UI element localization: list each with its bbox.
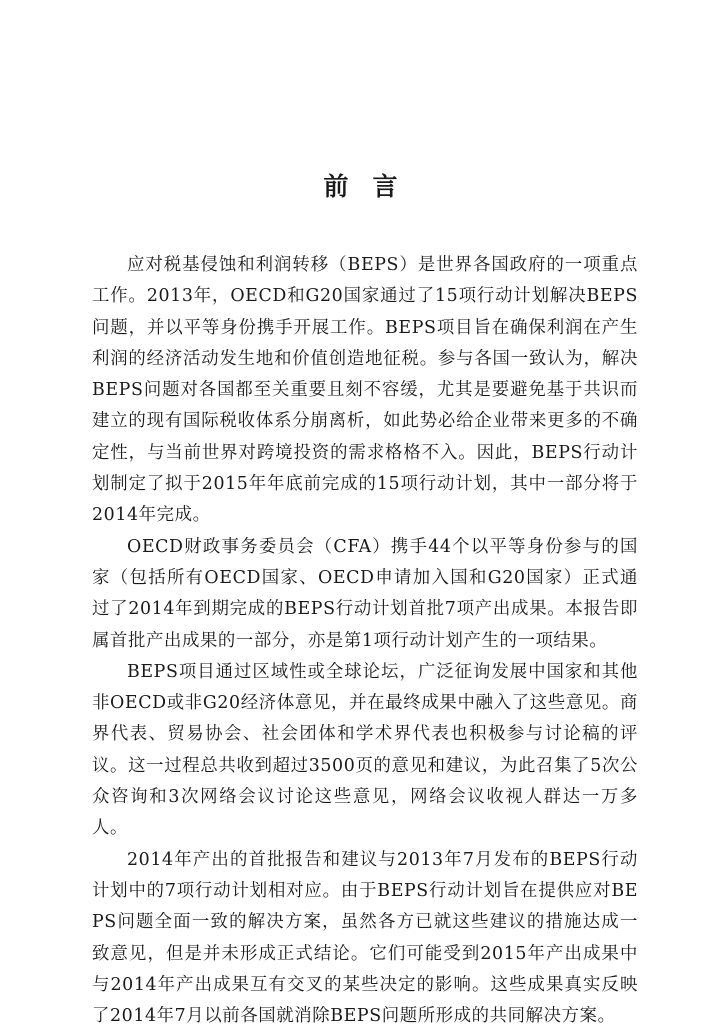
paragraph-4: 2014年产出的首批报告和建议与2013年7月发布的BEPS行动计划中的7项行动计划相对应。由于BEPS行动计划旨在提供应对BEPS问题全面一致的解决方案，虽然各方已就这些建议的措施达成一致意见，但是并未形成正式结论。它们可能受到2015年产出成果中与2014年产出成果互有交叉的某些决定的影响。这些成果真实反映了2014年7月以前各国就消除BEPS问题所形成的共同解决方案。 (92, 849, 638, 1027)
paragraph-1: 应对税基侵蚀和利润转移（BEPS）是世界各国政府的一项重点工作。2013年，OECD和G20国家通过了15项行动计划解决BEPS问题，并以平等身份携手开展工作。BEPS项目旨在确保利润在产生利润的经济活动发生地和价值创造地征税。参与各国一致认为，解决BEPS问题对各国都至关重要且刻不容缓，尤其是要避免基于共识而建立的现有国际税收体系分崩离析，如此势必给企业带来更多的不确定性，与当前世界对跨境投资的需求格格不入。因此，BEPS行动计划制定了拟于2015年年底前完成的15项行动计划，其中一部分将于2014年完成。 (92, 255, 638, 526)
paragraph-3: BEPS项目通过区域性或全球论坛，广泛征询发展中国家和其他非OECD或非G20经济体意见，并在最终成果中融入了这些意见。商界代表、贸易协会、社会团体和学术界代表也积极参与讨论稿的评议。这一过程总共收到超过3500页的意见和建议，为此召集了5次公众咨询和3次网络会议讨论这些意见，网络会议收视人群达一万多人。 (92, 661, 638, 839)
paragraph-2: OECD财政事务委员会（CFA）携手44个以平等身份参与的国家（包括所有OECD国家、OECD申请加入国和G20国家）正式通过了2014年到期完成的BEPS行动计划首批7项产出成果。本报告即属首批产出成果的一部分，亦是第1项行动计划产生的一项结果。 (92, 536, 638, 651)
page-title: 前言 (323, 172, 422, 201)
preface-body (92, 250, 638, 1032)
